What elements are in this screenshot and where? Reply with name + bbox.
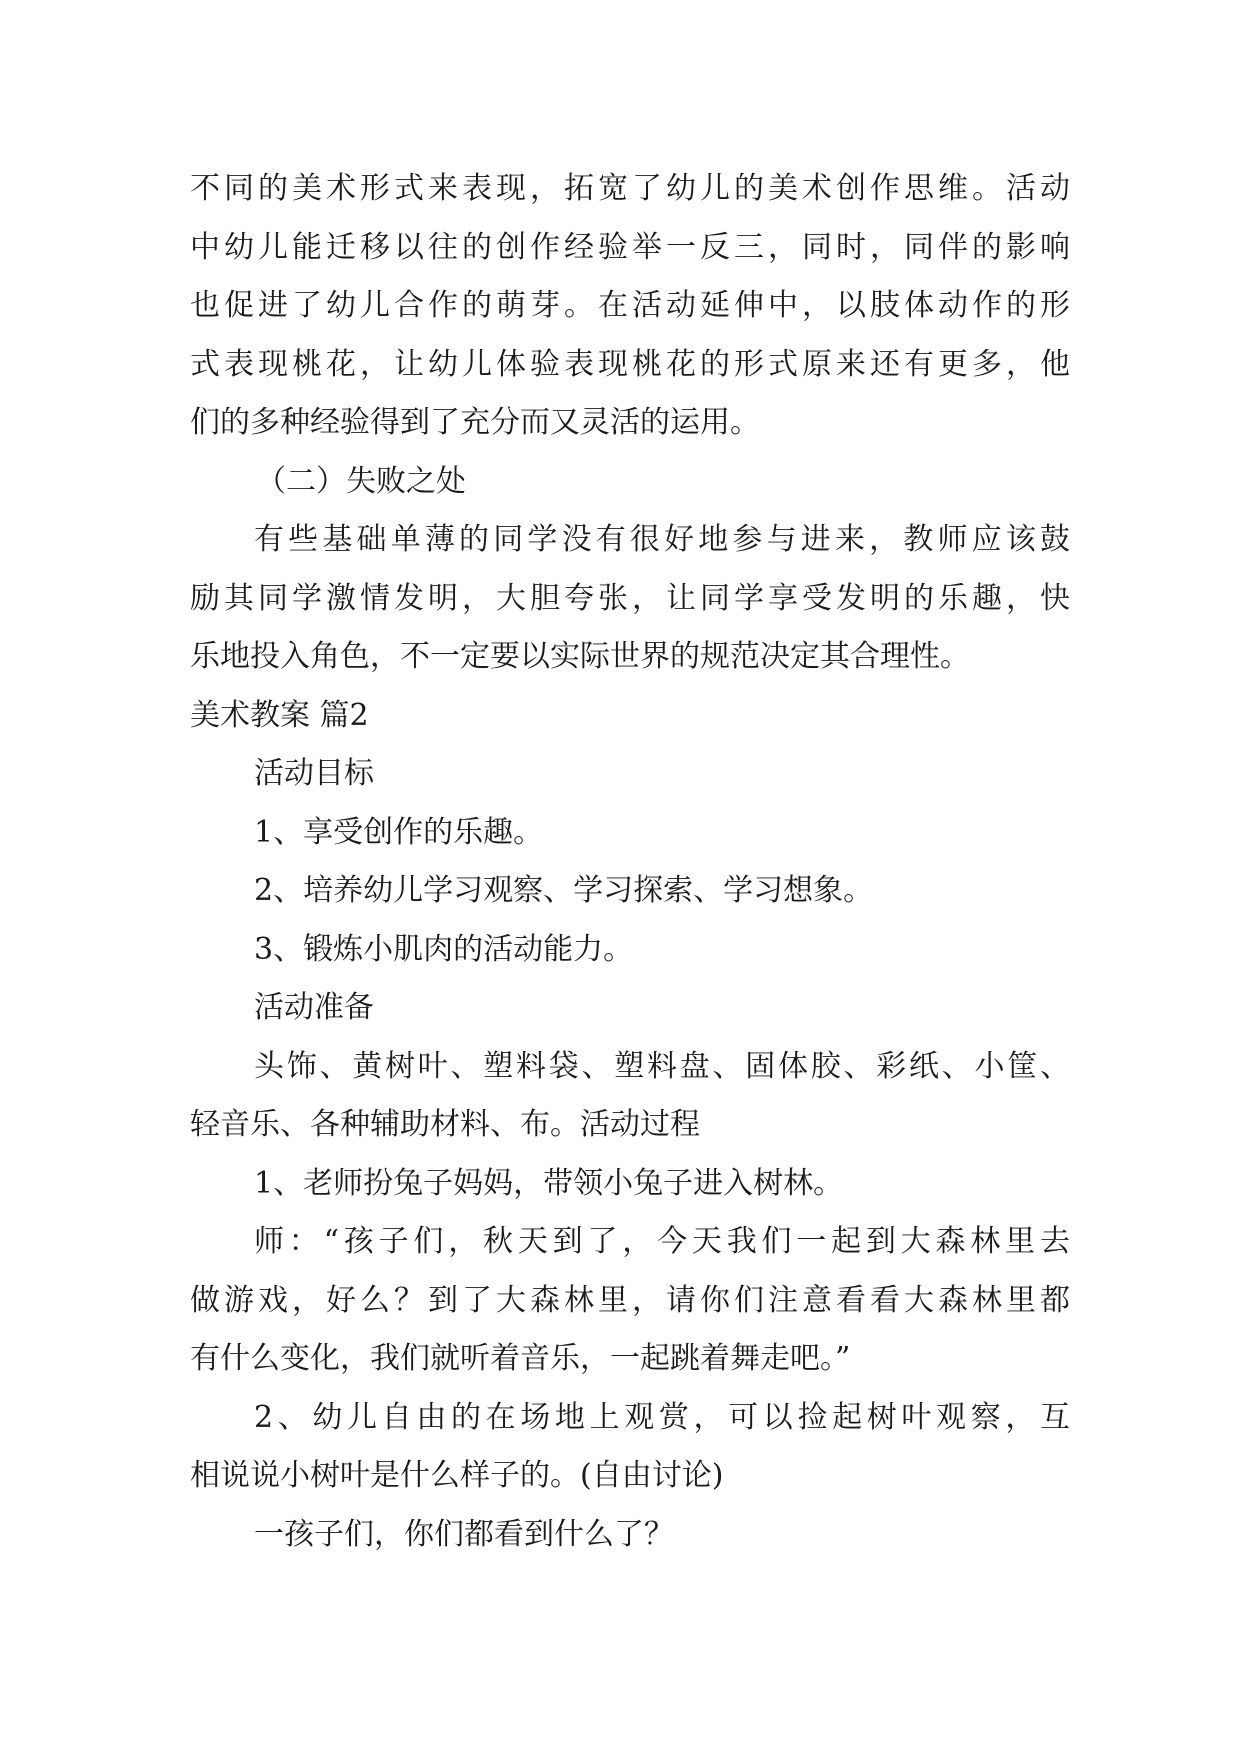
section-heading: 活动目标 (254, 756, 374, 791)
article-title: 美术教案 篇2 (190, 697, 369, 733)
list-item: 3、锻炼小肌肉的活动能力。 (254, 931, 634, 967)
list-item: 1、老师扮兔子妈妈，带领小兔子进入树林。 (254, 1165, 844, 1201)
paragraph-line: 们的多种经验得到了充分而又灵活的运用。 (190, 405, 760, 440)
paragraph-line: 乐地投入角色，不一定要以实际世界的规范决定其合理性。 (190, 639, 970, 674)
section-heading: 活动准备 (254, 990, 374, 1025)
paragraph-line: 师：“孩子们，秋天到了，今天我们一起到大森林里去 (254, 1224, 1070, 1259)
paragraph-line: 有什么变化，我们就听着音乐，一起跳着舞走吧。” (190, 1341, 851, 1376)
paragraph-line: 头饰、黄树叶、塑料袋、塑料盘、固体胶、彩纸、小筐、 (254, 1048, 1070, 1084)
paragraph-line: 不同的美术形式来表现，拓宽了幼儿的美术创作思维。活动 (190, 171, 1070, 206)
list-item: 2、培养幼儿学习观察、学习探索、学习想象。 (254, 873, 874, 908)
paragraph-line: 轻音乐、各种辅助材料、布。活动过程 (190, 1107, 700, 1142)
list-item: 1、享受创作的乐趣。 (254, 814, 544, 850)
paragraph-line: 式表现桃花，让幼儿体验表现桃花的形式原来还有更多，他 (190, 346, 1070, 382)
paragraph-line: 中幼儿能迁移以往的创作经验举一反三，同时，同伴的影响 (190, 229, 1070, 265)
paragraph-line: 一孩子们，你们都看到什么了？ (254, 1516, 674, 1552)
paragraph-line: 相说说小树叶是什么样子的。(自由讨论) (190, 1458, 724, 1493)
paragraph-line: 也促进了幼儿合作的萌芽。在活动延伸中，以肢体动作的形 (190, 288, 1070, 323)
paragraph-line: 做游戏，好么？到了大森林里，请你们注意看看大森林里都 (190, 1282, 1070, 1318)
document-body (190, 160, 1070, 1564)
paragraph-line: 有些基础单薄的同学没有很好地参与进来，教师应该鼓 (254, 522, 1070, 557)
section-heading: （二）失败之处 (256, 463, 466, 499)
paragraph-line: 励其同学激情发明，大胆夸张，让同学享受发明的乐趣，快 (190, 580, 1070, 616)
list-item: 2、幼儿自由的在场地上观赏，可以捡起树叶观察，互 (254, 1399, 1070, 1435)
